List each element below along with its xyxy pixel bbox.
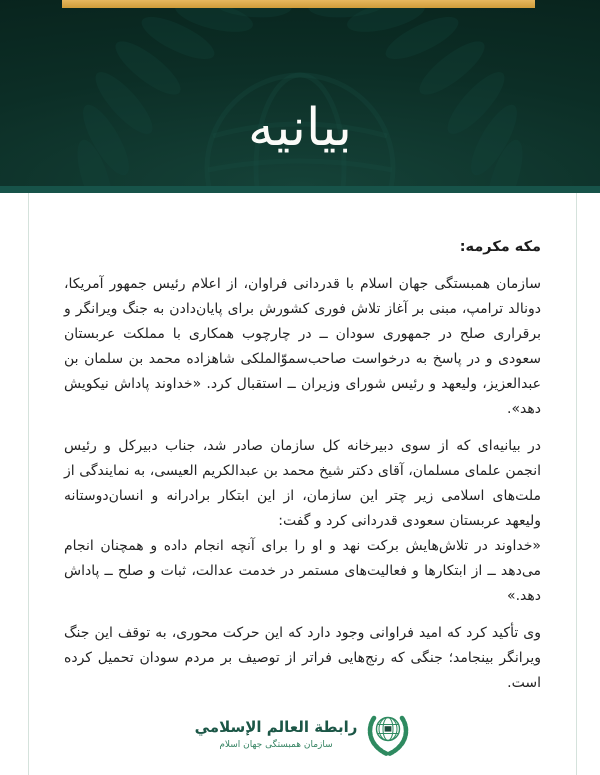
globe-laurel-wreath-icon xyxy=(366,709,410,757)
statement-body xyxy=(28,193,577,775)
paragraph-2: در بیانیه‌ای که از سوی دبیرخانه کل سازمان صادر شد، جناب دبیرکل و رئیس انجمن علمای مسلمان، آقای دکتر شیخ محمد بن عبدالکریم العیسی، به نمایندگی از ملت‌های اسلامی زیر چتر این سازمان، از این ابتکار برادرانه و انسان‌دوستانه ولیعهد عربستان سعودی قدردانی کرد و گفت: xyxy=(64,438,541,529)
organization-logo xyxy=(64,709,541,757)
org-name-persian: سازمان همبستگی جهان اسلام xyxy=(219,739,333,750)
organization-name-block xyxy=(195,717,358,750)
gold-accent-bar xyxy=(62,0,535,8)
statement-title: بيانيه xyxy=(247,98,353,158)
dateline-makkah: مکه مکرمه: xyxy=(459,239,541,255)
header-divider xyxy=(0,186,600,193)
paragraph-1: سازمان همبستگی جهان اسلام با قدردانی فراوان، از اعلام رئیس جمهور آمریکا، دونالد ترامپ، مبنی بر آغاز تلاش فوری کشورش برای پایان‌دادن به جنگ ویرانگر و برقراری صلح در جمهوری سودان ــ در چارچوب همکاری با مملکت عربستان سعودی و در پاسخ به درخواست صاحب‌سموّالملکی شاهزاده محمد بن سلمان بن عبدالعزیز، ولیعهد و رئیس شورای وزیران ــ استقبال کرد. «خداوند پاداش نیکویش دهد». xyxy=(64,276,541,417)
org-name-arabic: رابطة العالم الإسلامي xyxy=(194,717,358,736)
paragraph-quote: «خداوند در تلاش‌هایش برکت نهد و او را برای آنچه انجام داده و همچنان انجام می‌دهد ــ از ابتکارها و فعالیت‌های مستمر در خدمت عدالت، ثبات و صلح ــ پاداش دهد.» xyxy=(64,538,541,604)
statement-header xyxy=(0,0,600,186)
paragraph-3: وی تأکید کرد که امید فراوانی وجود دارد که این حرکت محوری، به توقف این جنگ ویرانگر بینجامد؛ جنگی که رنج‌هایی فراتر از توصیف بر مردم سودان تحمیل کرده است. xyxy=(64,625,541,691)
